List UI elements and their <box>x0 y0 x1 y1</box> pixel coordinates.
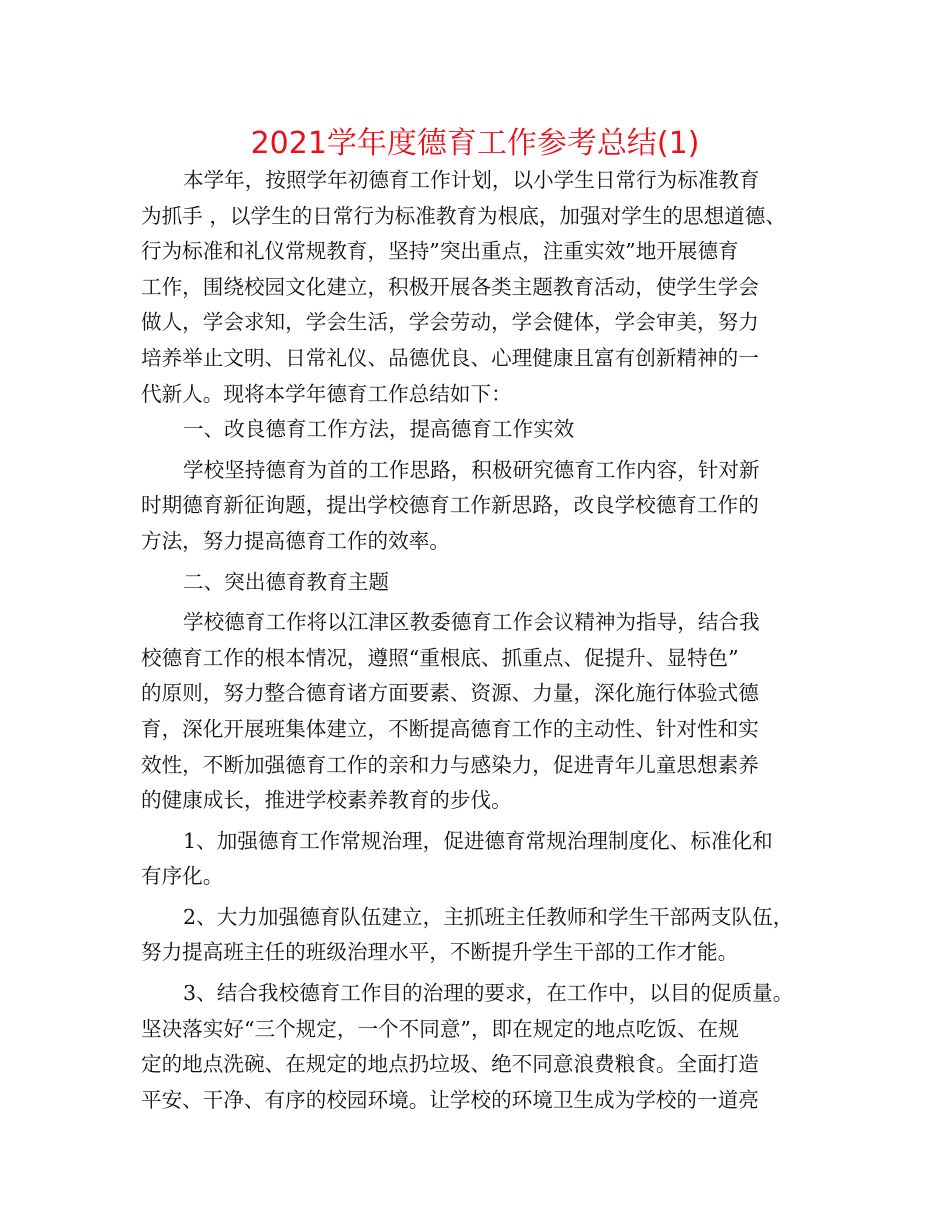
text-line: 1、加强德育工作常规治理，促进德育常规治理制度化、标准化和 <box>183 828 773 853</box>
text-line: 培养举止文明、日常礼仪、品德优良、心理健康且富有创新精神的一 <box>141 345 759 370</box>
text-line: 本学年，按照学年初德育工作计划，以小学生日常行为标准教育 <box>183 168 760 192</box>
text-line: 学校坚持德育为首的工作思路，积极研究德育工作内容，针对新 <box>183 457 760 482</box>
text-line: 努力提高班主任的班级治理水平，不断提升学生干部的工作才能。 <box>141 940 739 965</box>
text-line: 定的地点洗碗、在规定的地点扔垃圾、绝不同意浪费粮食。全面打造 <box>141 1052 759 1077</box>
text-line: 一、改良德育工作方法，提高德育工作实效 <box>183 417 575 442</box>
text-line: 有序化。 <box>141 864 224 889</box>
text-line: 工作，围绕校园文化建立，积极开展各类主题教育活动，使学生学会 <box>141 274 759 299</box>
section-heading-2 <box>141 565 811 601</box>
document-body <box>141 163 811 1118</box>
text-line: 校德育工作的根本情况，遵照“重根底、抓重点、促提升、显特色” <box>141 645 739 670</box>
text-line: 做人，学会求知，学会生活，学会劳动，学会健体，学会审美，努力 <box>141 310 759 335</box>
text-line: 坚决落实好“三个规定，一个不同意”，即在规定的地点吃饭、在规 <box>141 1016 739 1041</box>
text-line: 效性，不断加强德育工作的亲和力与感染力，促进青年儿童思想素养 <box>141 752 759 777</box>
text-line: 2、大力加强德育队伍建立，主抓班主任教师和学生干部两支队伍， <box>183 904 794 929</box>
text-line: 为抓手 ，以学生的日常行为标准教育为根底，加强对学生的思想道德、 <box>141 203 786 228</box>
text-line: 学校德育工作将以江津区教委德育工作会议精神为指导，结合我 <box>183 610 760 635</box>
text-line: 方法，努力提高德育工作的效率。 <box>141 528 450 553</box>
text-line: 行为标准和礼仪常规教育，坚持”突出重点，注重实效”地开展德育 <box>141 239 739 264</box>
paragraph-section-1 <box>141 453 811 560</box>
text-line: 育，深化开展班集体建立，不断提高德育工作的主动性、针对性和实 <box>141 716 759 741</box>
document-title: 2021学年度德育工作参考总结(1) <box>250 126 700 161</box>
text-line: 的健康成长，推进学校素养教育的步伐。 <box>141 788 512 813</box>
section-heading-1 <box>141 412 811 448</box>
paragraph-section-2 <box>141 605 811 819</box>
text-line: 代新人。现将本学年德育工作总结如下： <box>141 381 512 406</box>
paragraph-item-1 <box>141 824 811 895</box>
text-line: 3、结合我校德育工作目的治理的要求，在工作中，以目的促质量。 <box>183 981 794 1006</box>
paragraph-intro <box>141 163 811 412</box>
text-line: 的原则，努力整合德育诸方面要素、资源、力量，深化施行体验式德 <box>141 681 759 706</box>
text-line: 平安、干净、有序的校园环境。让学校的环境卫生成为学校的一道亮 <box>141 1087 759 1112</box>
paragraph-item-2 <box>141 900 811 971</box>
text-line: 二、突出德育教育主题 <box>183 569 389 594</box>
paragraph-item-3 <box>141 976 811 1118</box>
text-line: 时期德育新征询题，提出学校德育工作新思路，改良学校德育工作的 <box>141 493 759 518</box>
